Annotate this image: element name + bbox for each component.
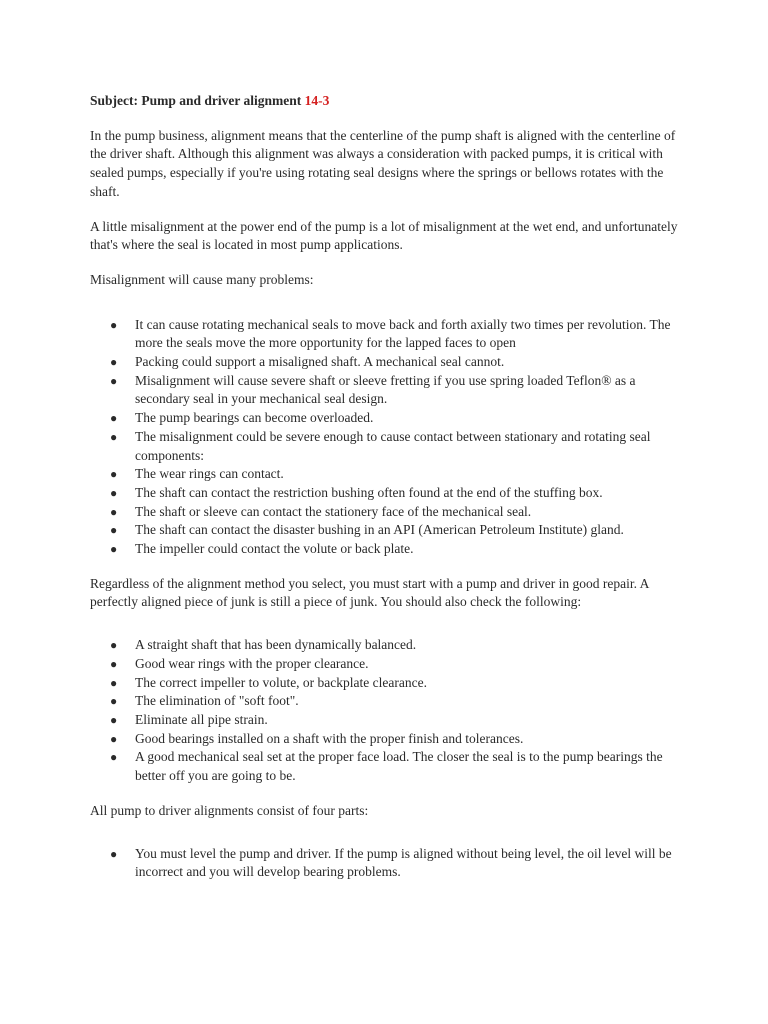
bullet-icon: ● bbox=[110, 523, 118, 538]
bullet-icon: ● bbox=[110, 731, 118, 746]
list-item bbox=[90, 540, 680, 559]
bullet-icon: ● bbox=[110, 694, 118, 709]
subject-ref-number: 14-3 bbox=[304, 93, 330, 108]
list-item bbox=[90, 484, 680, 503]
bullet-icon: ● bbox=[110, 467, 118, 482]
list-item bbox=[90, 428, 680, 465]
list-item-text: The shaft can contact the disaster bushing in an API (American Petroleum Institute) gland. bbox=[135, 522, 624, 538]
list-item bbox=[90, 503, 680, 522]
list-item-text: A straight shaft that has been dynamically balanced. bbox=[135, 637, 417, 653]
bullet-icon: ● bbox=[110, 485, 118, 500]
list-item-text: Misalignment will cause severe shaft or sleeve fretting if you use spring loaded Teflon® as a secondary seal in your mechanical seal design. bbox=[135, 372, 636, 407]
list-item-text: The correct impeller to volute, or backplate clearance. bbox=[135, 674, 427, 690]
bullet-icon: ● bbox=[110, 504, 118, 519]
list-item-text: Eliminate all pipe strain. bbox=[135, 711, 268, 727]
list-item-text: The elimination of "soft foot". bbox=[135, 693, 299, 709]
list-item bbox=[90, 372, 680, 409]
list-item bbox=[90, 845, 680, 882]
list-item bbox=[90, 465, 680, 484]
bullet-icon: ● bbox=[110, 750, 118, 765]
list-item-text: A good mechanical seal set at the proper face load. The closer the seal is to the pump bearings the better off you are going to be. bbox=[135, 749, 663, 784]
list-item-text: The impeller could contact the volute or back plate. bbox=[135, 541, 414, 557]
bullet-icon: ● bbox=[110, 712, 118, 727]
list-item-text: The wear rings can contact. bbox=[135, 466, 284, 482]
list-item bbox=[90, 521, 680, 540]
list-item bbox=[90, 353, 680, 372]
list-item-text: You must level the pump and driver. If the pump is aligned without being level, the oil level will be incorrect and you will develop bearing problems. bbox=[135, 845, 672, 880]
bullet-icon: ● bbox=[110, 429, 118, 444]
list-item bbox=[90, 655, 680, 674]
intro-paragraph: In the pump business, alignment means that the centerline of the pump shaft is aligned with the centerline of the driver shaft. Although this alignment was always a consideration with packed pumps, it is critical with sealed pumps, especially if you're using rotating seal designs where the springs or bellows rotates with the shaft. bbox=[90, 127, 676, 199]
subject-label: Subject: Pump and driver alignment bbox=[90, 93, 305, 108]
list-item bbox=[90, 636, 680, 655]
document-page bbox=[90, 92, 680, 898]
problems-list bbox=[90, 316, 680, 559]
bullet-icon: ● bbox=[110, 355, 118, 370]
misalignment-paragraph: A little misalignment at the power end of the pump is a lot of misalignment at the wet end, and unfortunately that's where the seal is located in most pump applications. bbox=[90, 218, 678, 253]
list-item-text: The shaft can contact the restriction bushing often found at the end of the stuffing box. bbox=[135, 484, 603, 500]
subject-heading bbox=[90, 92, 680, 111]
bullet-icon: ● bbox=[110, 317, 118, 332]
bullet-icon: ● bbox=[110, 846, 118, 861]
list-item-text: Packing could support a misaligned shaft. A mechanical seal cannot. bbox=[135, 354, 505, 370]
list-item-text: The misalignment could be severe enough to cause contact between stationary and rotating seal components: bbox=[135, 428, 651, 463]
bullet-icon: ● bbox=[110, 656, 118, 671]
list-item-text: Good bearings installed on a shaft with the proper finish and tolerances. bbox=[135, 730, 524, 746]
list-item bbox=[90, 748, 680, 785]
bullet-icon: ● bbox=[110, 373, 118, 388]
parts-list bbox=[90, 845, 680, 882]
bullet-icon: ● bbox=[110, 411, 118, 426]
bullet-icon: ● bbox=[110, 542, 118, 557]
list-item-text: The shaft or sleeve can contact the stationery face of the mechanical seal. bbox=[135, 503, 532, 519]
bullet-icon: ● bbox=[110, 675, 118, 690]
list-item bbox=[90, 674, 680, 693]
list-item bbox=[90, 409, 680, 428]
four-parts-paragraph: All pump to driver alignments consist of four parts: bbox=[90, 802, 369, 818]
checks-list bbox=[90, 636, 680, 786]
list-item bbox=[90, 730, 680, 749]
list-item-text: It can cause rotating mechanical seals to move back and forth axially two times per revolution. The more the seals move the more opportunity for the lapped faces to open bbox=[135, 316, 671, 351]
problems-intro-paragraph: Misalignment will cause many problems: bbox=[90, 271, 314, 287]
list-item bbox=[90, 316, 680, 353]
list-item bbox=[90, 692, 680, 711]
list-item-text: The pump bearings can become overloaded. bbox=[135, 410, 374, 426]
regardless-paragraph: Regardless of the alignment method you select, you must start with a pump and driver in good repair. A perfectly aligned piece of junk is still a piece of junk. You should also check the following: bbox=[90, 575, 649, 610]
bullet-icon: ● bbox=[110, 638, 118, 653]
list-item bbox=[90, 711, 680, 730]
list-item-text: Good wear rings with the proper clearance. bbox=[135, 655, 369, 671]
